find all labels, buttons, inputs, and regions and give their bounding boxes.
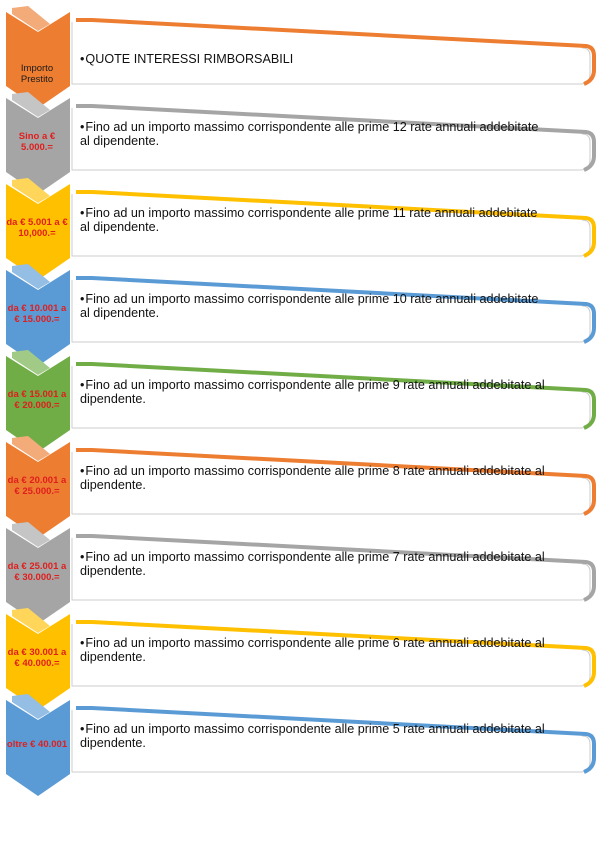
tier-row: [0, 606, 600, 692]
card-text-content: Fino ad un importo massimo corrispondente alle prime 12 rate annuali addebitate al dipendente.: [80, 120, 539, 148]
repayment-rule-text: [80, 292, 550, 320]
bullet-glyph: •: [80, 292, 85, 306]
bullet-glyph: •: [80, 378, 85, 392]
amount-range-label: Sino a € 5.000.=: [18, 131, 56, 153]
repayment-rule-text: [80, 378, 550, 406]
bullet-glyph: •: [80, 464, 85, 478]
amount-range-label: da € 20.001 a € 25.000.=: [7, 475, 67, 497]
chevron-title: Importo Prestito: [20, 63, 54, 85]
card-text-content: Fino ad un importo massimo corrispondente alle prime 11 rate annuali addebitate al dipendente.: [80, 206, 538, 234]
repayment-rule-text: [80, 636, 550, 664]
repayment-rule-text: [80, 206, 550, 234]
repayment-rule-text: [80, 722, 550, 750]
bullet-glyph: •: [80, 550, 85, 564]
amount-range-label: oltre € 40.001: [6, 738, 68, 750]
repayment-rule-text: [80, 120, 550, 148]
card-text-content: Fino ad un importo massimo corrispondente alle prime 10 rate annuali addebitate al dipendente.: [80, 292, 539, 320]
bullet-glyph: •: [80, 120, 85, 134]
amount-range-label: da € 30.001 a € 40.000.=: [7, 647, 67, 669]
card-text-content: Fino ad un importo massimo corrispondente alle prime 5 rate annuali addebitate al dipendente.: [80, 722, 545, 750]
card-text-content: Fino ad un importo massimo corrispondente alle prime 9 rate annuali addebitate al dipendente.: [80, 378, 545, 406]
tier-row: [0, 692, 600, 778]
amount-range-label: da € 10.001 a € 15.000.=: [7, 303, 67, 325]
amount-range-label: da € 25.001 a € 30.000.=: [7, 561, 67, 583]
amount-range-label: da € 5.001 a € 10,000.=: [6, 217, 68, 239]
tier-row: [0, 348, 600, 434]
repayment-rule-text: [80, 464, 550, 492]
header-title: [80, 52, 550, 66]
card-text-content: Fino ad un importo massimo corrispondente alle prime 8 rate annuali addebitate al dipendente.: [80, 464, 545, 492]
card-text-content: QUOTE INTERESSI RIMBORSABILI: [85, 52, 294, 66]
header-row: [0, 4, 600, 90]
bullet-glyph: •: [80, 636, 85, 650]
card-text-content: Fino ad un importo massimo corrispondente alle prime 7 rate annuali addebitate al dipendente.: [80, 550, 545, 578]
tier-row: [0, 176, 600, 262]
repayment-rule-text: [80, 550, 550, 578]
card-text-content: Fino ad un importo massimo corrispondente alle prime 6 rate annuali addebitate al dipendente.: [80, 636, 545, 664]
tier-row: [0, 434, 600, 520]
bullet-glyph: •: [80, 206, 85, 220]
bullet-glyph: •: [80, 722, 85, 736]
tier-row: [0, 90, 600, 176]
bullet-glyph: •: [80, 52, 85, 66]
amount-range-label: da € 15.001 a € 20.000.=: [7, 389, 67, 411]
tier-row: [0, 262, 600, 348]
tier-row: [0, 520, 600, 606]
